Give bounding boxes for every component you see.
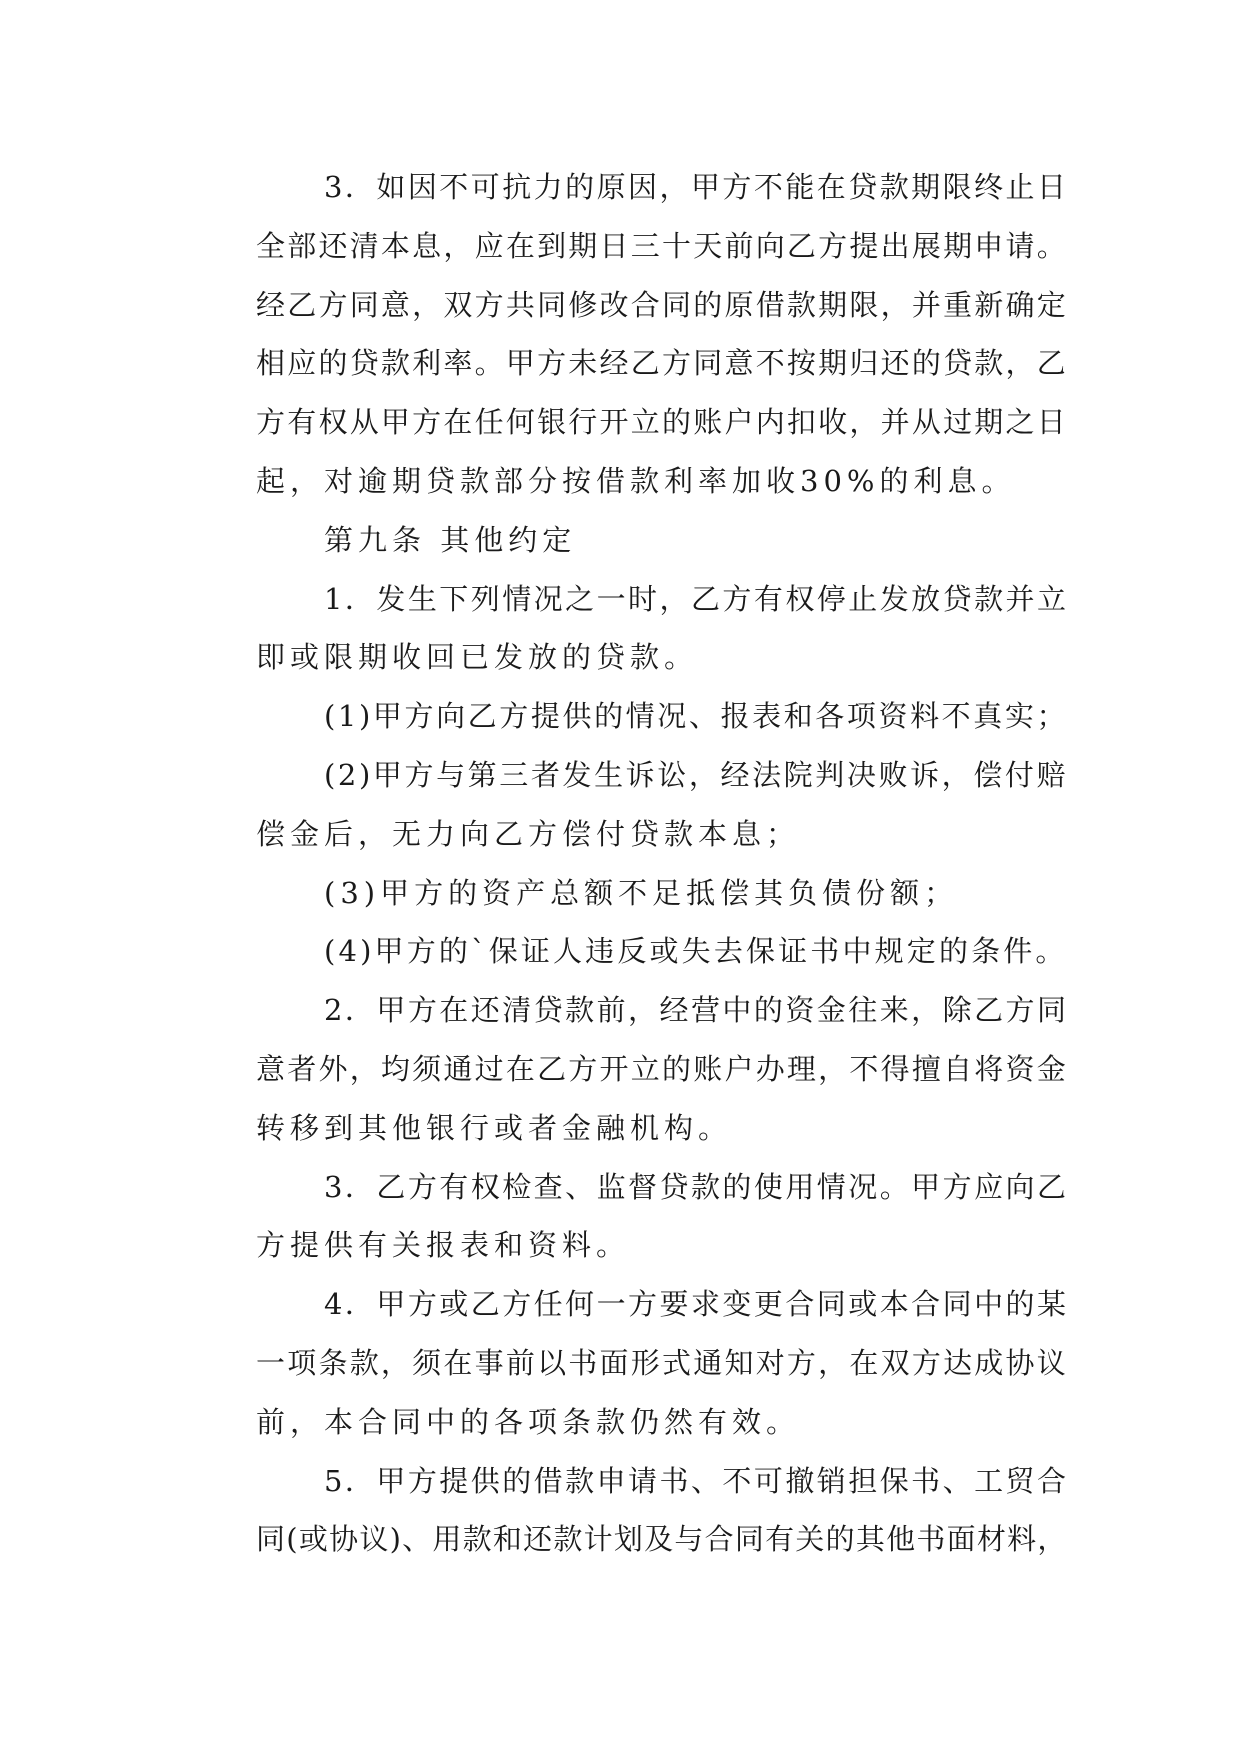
text-line: 4．甲方或乙方任何一方要求变更合同或本合同中的某	[324, 1287, 1069, 1322]
document-body	[188, 158, 1068, 1569]
paragraph-clause-4	[188, 1275, 1068, 1451]
text-line: 3．如因不可抗力的原因，甲方不能在贷款期限终止日	[324, 170, 1069, 204]
text-line: 偿金后，无力向乙方偿付贷款本息；	[256, 816, 801, 851]
list-item-4	[188, 922, 1068, 981]
paragraph-clause-5	[188, 1452, 1068, 1570]
text-line: (1)甲方向乙方提供的情况、报表和各项资料不真实；	[324, 699, 1069, 734]
text-line: (3)甲方的资产总额不足抵偿其负债份额；	[324, 875, 959, 910]
text-line: 2．甲方在还清贷款前，经营中的资金往来，除乙方同	[324, 993, 1069, 1028]
text-line: 一项条款，须在事前以书面形式通知对方，在双方达成协议	[256, 1345, 1069, 1380]
list-item-3	[188, 864, 1068, 923]
text-line: 转移到其他银行或者金融机构。	[256, 1110, 733, 1145]
text-line: 意者外，均须通过在乙方开立的账户办理，不得擅自将资金	[256, 1051, 1069, 1086]
text-line: 全部还清本息，应在到期日三十天前向乙方提出展期申请。	[256, 228, 1069, 263]
paragraph-clause-1	[188, 570, 1068, 688]
text-line: 起，对逾期贷款部分按借款利率加收30%的利息。	[256, 463, 1016, 498]
text-line: 5．甲方提供的借款申请书、不可撤销担保书、工贸合	[324, 1463, 1069, 1498]
list-item-1	[188, 687, 1068, 746]
text-line: 1．发生下列情况之一时，乙方有权停止发放贷款并立	[324, 581, 1069, 616]
text-line: 即或限期收回已发放的贷款。	[256, 640, 699, 675]
text-line: (4)甲方的`保证人违反或失去保证书中规定的条件。	[324, 934, 1068, 969]
text-line: 第九条 其他约定	[324, 522, 577, 557]
list-item-2	[188, 746, 1068, 864]
text-line: 方有权从甲方在任何银行开立的账户内扣收，并从过期之日	[256, 405, 1069, 440]
text-line: 方提供有关报表和资料。	[256, 1228, 631, 1263]
text-line: 3．乙方有权检查、监督贷款的使用情况。甲方应向乙	[324, 1169, 1069, 1204]
text-line: 同(或协议)、用款和还款计划及与合同有关的其他书面材料，	[256, 1522, 1068, 1557]
paragraph-clause-3	[188, 1158, 1068, 1276]
text-line: 经乙方同意，双方共同修改合同的原借款期限，并重新确定	[256, 287, 1069, 322]
paragraph-force-majeure	[188, 158, 1068, 511]
paragraph-clause-2	[188, 981, 1068, 1157]
text-line: 前，本合同中的各项条款仍然有效。	[256, 1404, 801, 1439]
text-line: (2)甲方与第三者发生诉讼，经法院判决败诉，偿付赔	[324, 757, 1069, 792]
article-heading	[188, 511, 1068, 570]
text-line: 相应的贷款利率。甲方未经乙方同意不按期归还的贷款，乙	[256, 346, 1069, 381]
